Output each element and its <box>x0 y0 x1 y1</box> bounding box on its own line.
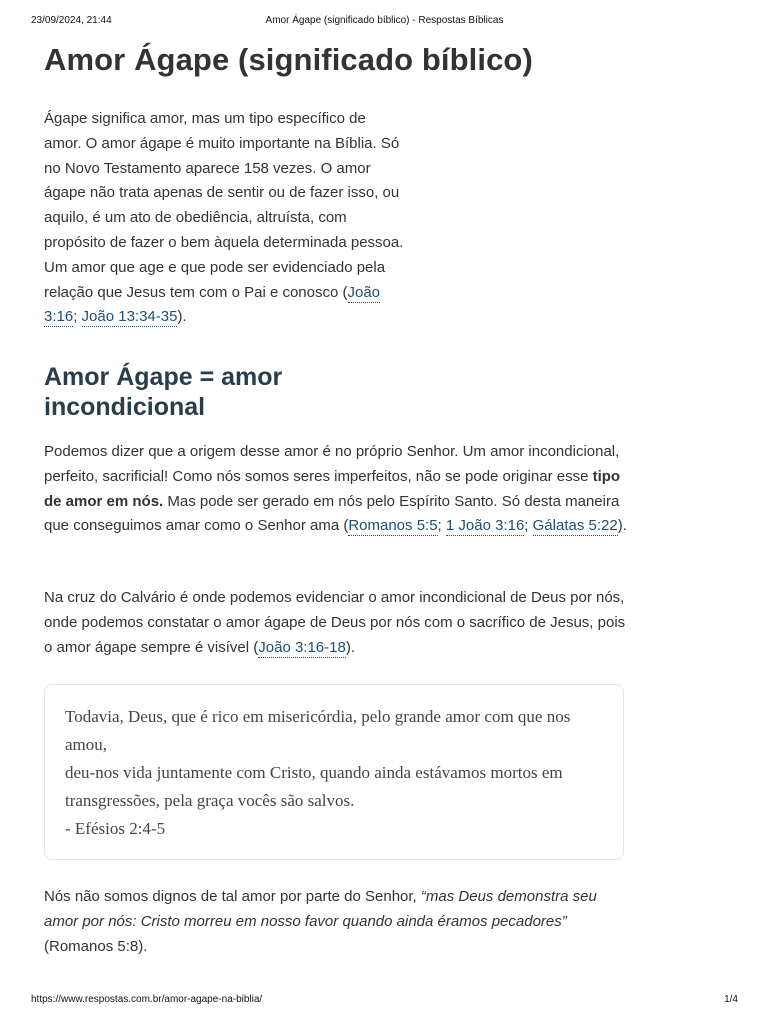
ref-link-joao-3-16-18[interactable]: João 3:16-18 <box>258 638 346 656</box>
intro-paragraph <box>44 107 404 330</box>
bible-quote-box <box>44 684 624 860</box>
print-footer <box>31 994 738 1008</box>
quote-line-1: Todavia, Deus, que é rico em misericórdia, pelo grande amor com que nos amou, <box>65 707 571 754</box>
quote-reference: - Efésios 2:4-5 <box>65 819 166 838</box>
p2-end: ). <box>617 517 627 535</box>
paragraph-calvary <box>44 586 634 660</box>
p2-text-1: Podemos dizer que a origem desse amor é no próprio Senhor. Um amor incondicional, perfeito, sacrificial! Como nós somos seres imperfeitos, não se pode originar esse <box>44 443 620 485</box>
print-url: https://www.respostas.com.br/amor-agape-na-biblia/ <box>31 994 263 1005</box>
p2-text-2: Mas pode ser gerado em nós pelo Espírito Santo. Só desta maneira que conseguimos amar como o Senhor ama ( <box>44 492 620 535</box>
ref-link-joao-13-34[interactable]: João 13:34-35 <box>81 308 178 326</box>
intro-text: Ágape significa amor, mas um tipo específico de amor. O amor ágape é muito importante na Bíblia. Só no Novo Testamento aparece 158 vezes. O amor ágape não trata apenas de sentir ou de fazer isso, ou aquilo, é um ato de obediência, altruísta, com propósito de fazer o bem àquela determinada pessoa. Um amor que age e que pode ser evidenciado pela relação que Jesus tem com o Pai e conosco ( <box>44 110 404 301</box>
p3-text: Na cruz do Calvário é onde podemos evidenciar o amor incondicional de Deus por nós, onde podemos constatar o amor ágape de Deus por nós com o sacrífico de Jesus, pois o amor ágape sempre é visível ( <box>44 589 626 656</box>
intro-separator: ; <box>73 308 82 326</box>
ref-link-galatas-5-22[interactable]: Gálatas 5:22 <box>532 517 618 535</box>
paragraph-origin <box>44 440 634 539</box>
ref-link-romanos-5-5[interactable]: Romanos 5:5 <box>348 517 438 535</box>
quote-line-2: deu-nos vida juntamente com Cristo, quando ainda estávamos mortos em transgressões, pela graça vocês são salvos. <box>65 763 563 810</box>
section-title: Amor Ágape = amor incondicional <box>44 363 283 421</box>
page-title: Amor Ágape (significado bíblico) <box>44 42 533 77</box>
print-page-number: 1/4 <box>724 994 738 1005</box>
article <box>44 40 634 955</box>
p3-end: ). <box>345 638 356 656</box>
print-doc-title: Amor Ágape (significado bíblico) - Respostas Bíblicas <box>265 15 504 26</box>
p2-sep-2: ; <box>524 517 533 535</box>
p4-end: (Romanos 5:8). <box>44 937 148 955</box>
ref-link-joao-3-16[interactable]: João 3:16 <box>44 283 381 326</box>
p2-sep-1: ; <box>437 517 446 535</box>
p2-bold: tipo de amor em nós. <box>44 467 621 510</box>
intro-end: ). <box>177 308 187 326</box>
p4-text: Nós não somos dignos de tal amor por parte do Senhor, <box>44 888 421 905</box>
print-datetime: 23/09/2024, 21:44 <box>31 15 112 26</box>
ref-link-1-joao-3-16[interactable]: 1 João 3:16 <box>445 517 525 535</box>
p4-italic-quote: “mas Deus demonstra seu amor por nós: Cristo morreu em nosso favor quando ainda éramos pecadores” <box>44 888 597 930</box>
paragraph-worthiness <box>44 885 634 959</box>
print-header <box>31 15 738 29</box>
